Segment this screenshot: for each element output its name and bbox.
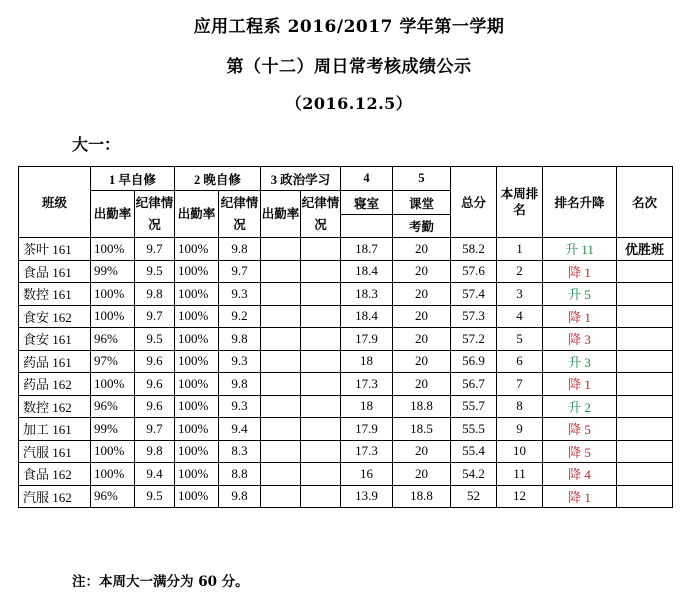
rank-change-cell: 降 5 bbox=[543, 440, 617, 463]
honor-cell: 优胜班 bbox=[617, 238, 673, 261]
honor-cell bbox=[617, 350, 673, 373]
table-row bbox=[19, 238, 673, 261]
week-rank-cell: 6 bbox=[497, 350, 543, 373]
total-cell: 57.3 bbox=[451, 305, 497, 328]
rank-change-cell: 降 5 bbox=[543, 418, 617, 441]
lesson-attendance-cell: 20 bbox=[393, 350, 451, 373]
evening-discipline-cell: 9.7 bbox=[219, 260, 261, 283]
class-cell: 食品 162 bbox=[19, 463, 91, 486]
evening-attendance-cell: 100% bbox=[175, 283, 219, 306]
week-rank-cell: 4 bbox=[497, 305, 543, 328]
evening-attendance-cell: 100% bbox=[175, 238, 219, 261]
lesson-attendance-cell: 20 bbox=[393, 463, 451, 486]
rank-change-cell: 降 1 bbox=[543, 260, 617, 283]
morning-attendance-cell: 100% bbox=[91, 238, 135, 261]
header-group-5: 5 bbox=[393, 167, 451, 191]
honor-cell bbox=[617, 328, 673, 351]
header-class: 班级 bbox=[19, 167, 91, 238]
evening-discipline-cell: 9.8 bbox=[219, 328, 261, 351]
rank-change-cell: 降 1 bbox=[543, 305, 617, 328]
table-row bbox=[19, 373, 673, 396]
rank-change-cell: 降 1 bbox=[543, 373, 617, 396]
total-cell: 58.2 bbox=[451, 238, 497, 261]
total-cell: 56.9 bbox=[451, 350, 497, 373]
rank-change-cell: 降 3 bbox=[543, 328, 617, 351]
evening-discipline-cell: 9.3 bbox=[219, 395, 261, 418]
section-label: 大一： bbox=[72, 135, 121, 154]
honor-cell bbox=[617, 418, 673, 441]
header-group-4: 4 bbox=[341, 167, 393, 191]
rank-change-cell: 降 1 bbox=[543, 485, 617, 508]
political-attendance-cell bbox=[261, 283, 301, 306]
table-row bbox=[19, 418, 673, 441]
evening-attendance-cell: 100% bbox=[175, 260, 219, 283]
table-row bbox=[19, 463, 673, 486]
week-rank-cell: 1 bbox=[497, 238, 543, 261]
political-discipline-cell bbox=[301, 395, 341, 418]
total-cell: 57.6 bbox=[451, 260, 497, 283]
morning-attendance-cell: 97% bbox=[91, 350, 135, 373]
lesson-attendance-cell: 20 bbox=[393, 260, 451, 283]
lesson-attendance-cell: 20 bbox=[393, 238, 451, 261]
morning-discipline-cell: 9.5 bbox=[135, 328, 175, 351]
dorm-cell: 17.3 bbox=[341, 440, 393, 463]
dorm-cell: 17.9 bbox=[341, 418, 393, 441]
morning-discipline-cell: 9.7 bbox=[135, 305, 175, 328]
morning-discipline-cell: 9.8 bbox=[135, 440, 175, 463]
week-rank-cell: 10 bbox=[497, 440, 543, 463]
morning-discipline-cell: 9.6 bbox=[135, 373, 175, 396]
header-rank-change: 排名升降 bbox=[543, 167, 617, 238]
political-attendance-cell bbox=[261, 373, 301, 396]
honor-cell bbox=[617, 395, 673, 418]
header-morning-attendance: 出勤率 bbox=[91, 191, 135, 238]
morning-attendance-cell: 96% bbox=[91, 328, 135, 351]
morning-discipline-cell: 9.7 bbox=[135, 238, 175, 261]
honor-cell bbox=[617, 463, 673, 486]
political-attendance-cell bbox=[261, 328, 301, 351]
political-attendance-cell bbox=[261, 260, 301, 283]
political-attendance-cell bbox=[261, 418, 301, 441]
table-row bbox=[19, 350, 673, 373]
dorm-cell: 18 bbox=[341, 350, 393, 373]
morning-attendance-cell: 100% bbox=[91, 305, 135, 328]
header-political-study: 3 政治学习 bbox=[261, 167, 341, 191]
political-attendance-cell bbox=[261, 440, 301, 463]
evening-discipline-cell: 9.4 bbox=[219, 418, 261, 441]
evening-attendance-cell: 100% bbox=[175, 328, 219, 351]
table-row bbox=[19, 485, 673, 508]
political-attendance-cell bbox=[261, 485, 301, 508]
evening-discipline-cell: 9.2 bbox=[219, 305, 261, 328]
dorm-cell: 18.4 bbox=[341, 260, 393, 283]
political-discipline-cell bbox=[301, 328, 341, 351]
class-cell: 加工 161 bbox=[19, 418, 91, 441]
class-cell: 汽服 162 bbox=[19, 485, 91, 508]
total-cell: 52 bbox=[451, 485, 497, 508]
evening-discipline-cell: 9.8 bbox=[219, 373, 261, 396]
morning-attendance-cell: 96% bbox=[91, 485, 135, 508]
honor-cell bbox=[617, 283, 673, 306]
political-discipline-cell bbox=[301, 463, 341, 486]
week-rank-cell: 12 bbox=[497, 485, 543, 508]
evening-discipline-cell: 9.3 bbox=[219, 350, 261, 373]
morning-discipline-cell: 9.7 bbox=[135, 418, 175, 441]
dorm-cell: 17.3 bbox=[341, 373, 393, 396]
week-rank-cell: 5 bbox=[497, 328, 543, 351]
morning-attendance-cell: 100% bbox=[91, 373, 135, 396]
class-cell: 食品 161 bbox=[19, 260, 91, 283]
class-cell: 药品 162 bbox=[19, 373, 91, 396]
table-row bbox=[19, 305, 673, 328]
political-discipline-cell bbox=[301, 418, 341, 441]
class-cell: 数控 161 bbox=[19, 283, 91, 306]
morning-discipline-cell: 9.5 bbox=[135, 260, 175, 283]
total-cell: 55.5 bbox=[451, 418, 497, 441]
class-cell: 药品 161 bbox=[19, 350, 91, 373]
header-honor: 名次 bbox=[617, 167, 673, 238]
political-discipline-cell bbox=[301, 283, 341, 306]
rank-change-cell: 升 2 bbox=[543, 395, 617, 418]
evening-attendance-cell: 100% bbox=[175, 350, 219, 373]
morning-attendance-cell: 100% bbox=[91, 283, 135, 306]
total-cell: 56.7 bbox=[451, 373, 497, 396]
header-political-attendance: 出勤率 bbox=[261, 191, 301, 238]
dorm-cell: 18.4 bbox=[341, 305, 393, 328]
class-cell: 数控 162 bbox=[19, 395, 91, 418]
evening-discipline-cell: 9.8 bbox=[219, 238, 261, 261]
rank-change-cell: 升 5 bbox=[543, 283, 617, 306]
class-cell: 食安 162 bbox=[19, 305, 91, 328]
morning-discipline-cell: 9.8 bbox=[135, 283, 175, 306]
morning-discipline-cell: 9.6 bbox=[135, 395, 175, 418]
morning-discipline-cell: 9.6 bbox=[135, 350, 175, 373]
honor-cell bbox=[617, 440, 673, 463]
table-row bbox=[19, 283, 673, 306]
political-discipline-cell bbox=[301, 305, 341, 328]
header-morning-discipline: 纪律情况 bbox=[135, 191, 175, 238]
dorm-cell: 16 bbox=[341, 463, 393, 486]
rank-change-cell: 降 4 bbox=[543, 463, 617, 486]
header-total: 总分 bbox=[451, 167, 497, 238]
lesson-attendance-cell: 18.5 bbox=[393, 418, 451, 441]
political-attendance-cell bbox=[261, 305, 301, 328]
table-row bbox=[19, 395, 673, 418]
dorm-cell: 18.7 bbox=[341, 238, 393, 261]
morning-attendance-cell: 99% bbox=[91, 260, 135, 283]
total-cell: 55.7 bbox=[451, 395, 497, 418]
evening-attendance-cell: 100% bbox=[175, 418, 219, 441]
morning-discipline-cell: 9.4 bbox=[135, 463, 175, 486]
political-discipline-cell bbox=[301, 238, 341, 261]
week-rank-cell: 9 bbox=[497, 418, 543, 441]
political-discipline-cell bbox=[301, 440, 341, 463]
class-cell: 茶叶 161 bbox=[19, 238, 91, 261]
header-lesson-attendance: 考勤 bbox=[393, 215, 451, 238]
lesson-attendance-cell: 20 bbox=[393, 328, 451, 351]
dorm-cell: 13.9 bbox=[341, 485, 393, 508]
political-discipline-cell bbox=[301, 373, 341, 396]
honor-cell bbox=[617, 305, 673, 328]
lesson-attendance-cell: 18.8 bbox=[393, 395, 451, 418]
header-morning-study: 1 早自修 bbox=[91, 167, 175, 191]
week-rank-cell: 8 bbox=[497, 395, 543, 418]
lesson-attendance-cell: 20 bbox=[393, 440, 451, 463]
evening-attendance-cell: 100% bbox=[175, 440, 219, 463]
lesson-attendance-cell: 20 bbox=[393, 305, 451, 328]
title-line-1: 应用工程系 2016/2017 学年第一学期 bbox=[193, 17, 505, 37]
political-discipline-cell bbox=[301, 260, 341, 283]
lesson-attendance-cell: 18.8 bbox=[393, 485, 451, 508]
week-rank-cell: 2 bbox=[497, 260, 543, 283]
dorm-cell: 18.3 bbox=[341, 283, 393, 306]
header-evening-discipline: 纪律情况 bbox=[219, 191, 261, 238]
evening-attendance-cell: 100% bbox=[175, 305, 219, 328]
table-row bbox=[19, 328, 673, 351]
evening-attendance-cell: 100% bbox=[175, 485, 219, 508]
header-week-rank: 本周排名 bbox=[497, 167, 543, 238]
week-rank-cell: 3 bbox=[497, 283, 543, 306]
political-attendance-cell bbox=[261, 463, 301, 486]
political-attendance-cell bbox=[261, 350, 301, 373]
table-row bbox=[19, 440, 673, 463]
header-lesson: 课堂 bbox=[393, 191, 451, 215]
total-cell: 55.4 bbox=[451, 440, 497, 463]
political-attendance-cell bbox=[261, 395, 301, 418]
evening-attendance-cell: 100% bbox=[175, 373, 219, 396]
evening-discipline-cell: 9.3 bbox=[219, 283, 261, 306]
footnote: 注：本周大一满分为 60 分。 bbox=[72, 574, 249, 590]
title-line-2: 第（十二）周日常考核成绩公示 bbox=[226, 57, 472, 77]
header-dorm-blank bbox=[341, 215, 393, 238]
rank-change-cell: 升 11 bbox=[543, 238, 617, 261]
morning-attendance-cell: 99% bbox=[91, 418, 135, 441]
total-cell: 57.2 bbox=[451, 328, 497, 351]
class-cell: 汽服 161 bbox=[19, 440, 91, 463]
evening-attendance-cell: 100% bbox=[175, 463, 219, 486]
table-row bbox=[19, 260, 673, 283]
total-cell: 54.2 bbox=[451, 463, 497, 486]
week-rank-cell: 7 bbox=[497, 373, 543, 396]
evening-discipline-cell: 8.8 bbox=[219, 463, 261, 486]
report-date: （2016.12.5） bbox=[285, 94, 413, 113]
morning-attendance-cell: 100% bbox=[91, 463, 135, 486]
header-evening-attendance: 出勤率 bbox=[175, 191, 219, 238]
evening-discipline-cell: 9.8 bbox=[219, 485, 261, 508]
rank-change-cell: 升 3 bbox=[543, 350, 617, 373]
morning-discipline-cell: 9.5 bbox=[135, 485, 175, 508]
class-cell: 食安 161 bbox=[19, 328, 91, 351]
honor-cell bbox=[617, 485, 673, 508]
evening-discipline-cell: 8.3 bbox=[219, 440, 261, 463]
morning-attendance-cell: 96% bbox=[91, 395, 135, 418]
lesson-attendance-cell: 20 bbox=[393, 373, 451, 396]
morning-attendance-cell: 100% bbox=[91, 440, 135, 463]
week-rank-cell: 11 bbox=[497, 463, 543, 486]
header-political-discipline: 纪律情况 bbox=[301, 191, 341, 238]
honor-cell bbox=[617, 373, 673, 396]
honor-cell bbox=[617, 260, 673, 283]
dorm-cell: 18 bbox=[341, 395, 393, 418]
header-evening-study: 2 晚自修 bbox=[175, 167, 261, 191]
score-table bbox=[18, 166, 673, 508]
evening-attendance-cell: 100% bbox=[175, 395, 219, 418]
political-discipline-cell bbox=[301, 350, 341, 373]
lesson-attendance-cell: 20 bbox=[393, 283, 451, 306]
total-cell: 57.4 bbox=[451, 283, 497, 306]
header-dorm: 寝室 bbox=[341, 191, 393, 215]
political-discipline-cell bbox=[301, 485, 341, 508]
political-attendance-cell bbox=[261, 238, 301, 261]
dorm-cell: 17.9 bbox=[341, 328, 393, 351]
